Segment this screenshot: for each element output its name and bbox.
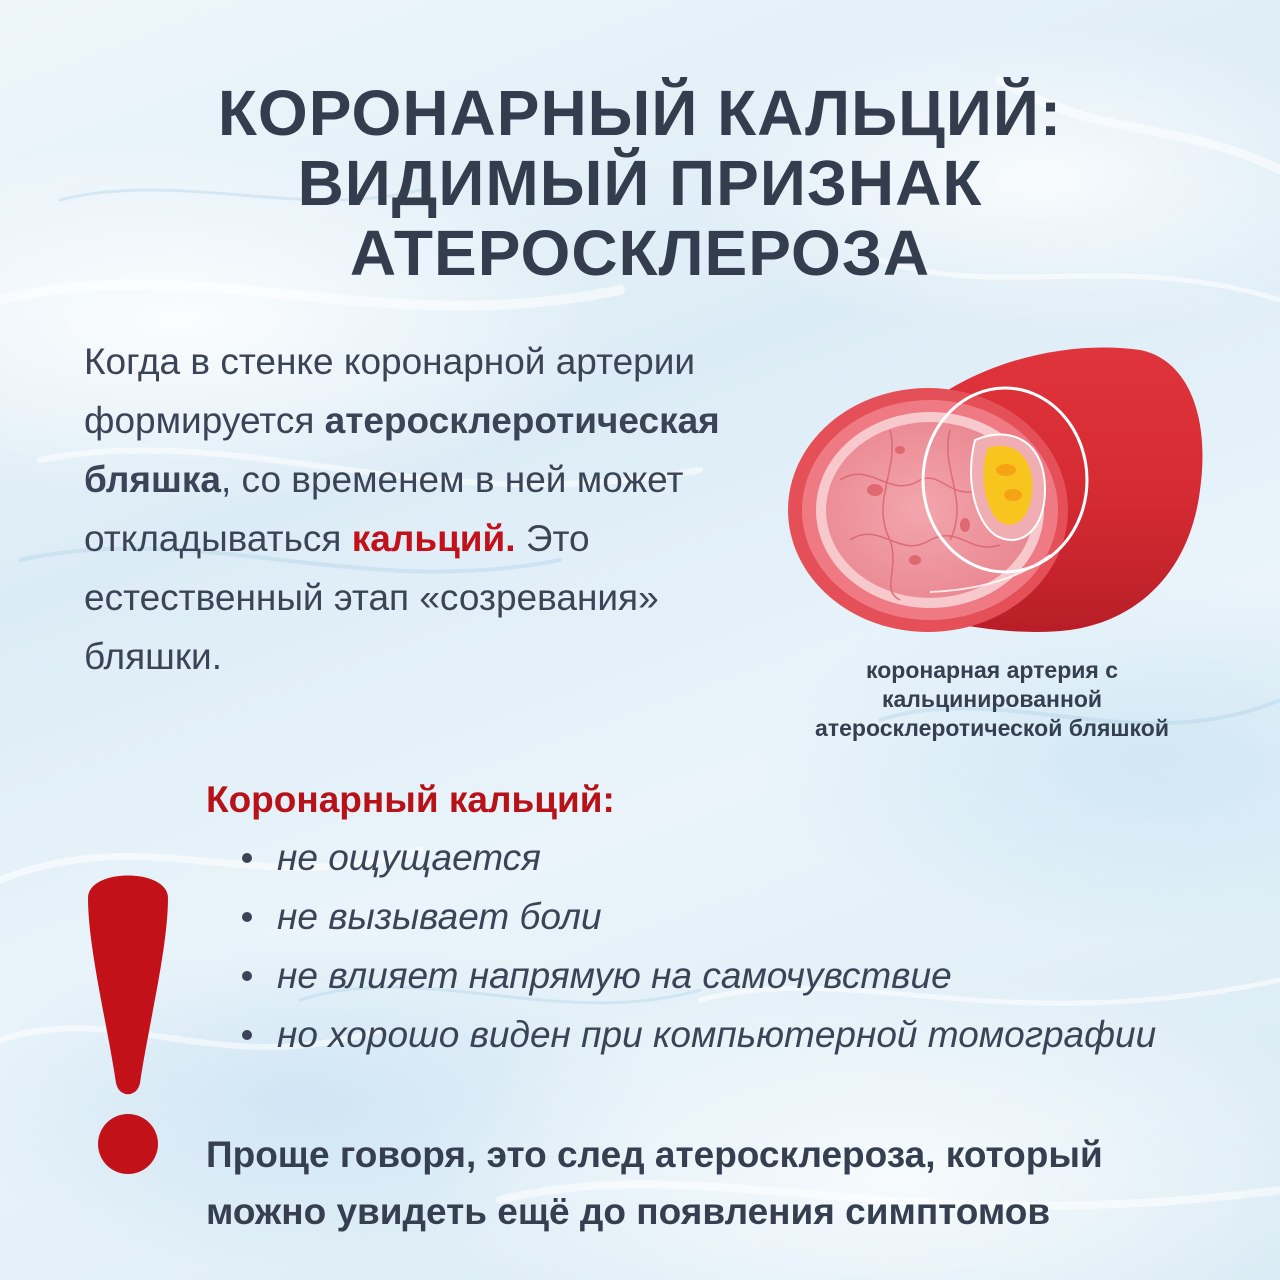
artery-cross-section-icon: [780, 330, 1210, 650]
list-item: [240, 828, 1246, 887]
bullet-icon: [242, 971, 252, 981]
artery-caption: коронарная артерия с кальцинированной атеросклеротической бляшкой: [815, 657, 1169, 741]
conclusion-line-2: можно увидеть ещё до появления симптомов: [206, 1191, 1051, 1232]
intro-text-3: Это естественный этап «созревания» бляшки.: [84, 518, 659, 677]
title-line-2: ВИДИМЫЙ ПРИЗНАК: [297, 147, 983, 219]
bullet-icon: [242, 1030, 252, 1040]
intro-text-1: Когда в стенке коронарной артерии формируется: [84, 341, 696, 441]
exclamation-icon: [82, 858, 174, 1178]
list-item: [240, 1005, 1246, 1064]
fact-text: не влияет напрямую на самочувствие: [277, 955, 952, 996]
intro-paragraph: [84, 332, 764, 686]
list-item: [240, 946, 1246, 1005]
page-title: [0, 78, 1280, 288]
conclusion-line-1: Проще говоря, это след атеросклероза, который: [206, 1134, 1103, 1175]
fact-text: но хорошо виден при компьютерной томографии: [277, 1014, 1157, 1055]
facts-list: [240, 828, 1246, 1064]
list-item: [240, 887, 1246, 946]
intro-bold-term: атеросклеротическая бляшка: [84, 400, 720, 500]
title-line-3: АТЕРОСКЛЕРОЗА: [349, 217, 931, 289]
facts-heading: Коронарный кальций:: [206, 779, 615, 820]
intro-text-2: , со временем в ней может откладываться: [84, 459, 684, 559]
conclusion: [206, 1126, 1246, 1240]
fact-text: не ощущается: [277, 837, 541, 878]
title-line-1: КОРОНАРНЫЙ КАЛЬЦИЙ:: [217, 77, 1063, 149]
intro-red-term: кальций.: [351, 518, 516, 559]
fact-text: не вызывает боли: [277, 896, 602, 937]
bullet-icon: [242, 912, 252, 922]
bullet-icon: [242, 853, 252, 863]
